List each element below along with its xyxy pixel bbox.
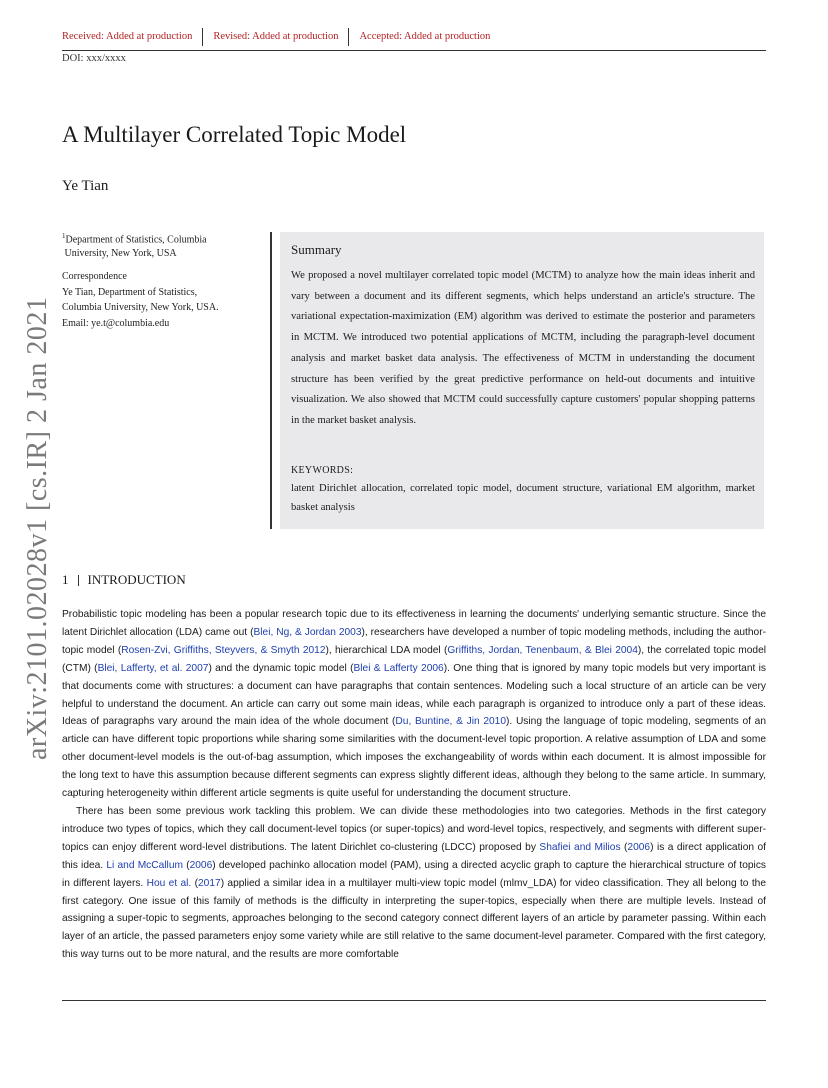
citation-link[interactable]: Shafiei and Milios [539,841,621,853]
correspondence-line: Ye Tian, Department of Statistics, [62,286,198,298]
citation-link[interactable]: Blei, Lafferty, et al. 2007 [97,662,209,674]
text-run: ) is a direct application of this idea. [62,841,766,871]
citation-link[interactable]: Blei, Ng, & Jordan 2003 [253,626,362,638]
accepted-date: Accepted: Added at production [359,31,491,42]
citation-link[interactable]: 2017 [198,877,221,889]
publication-dates-bar [62,31,766,51]
divider [202,28,203,46]
vertical-divider [270,232,272,529]
citation-link[interactable]: Du, Buntine, & Jin 2010 [395,716,507,728]
divider [78,575,79,586]
doi: DOI: xxx/xxxx [62,53,126,64]
citation-link[interactable]: 2006 [189,859,213,871]
citation-link[interactable]: Blei & Lafferty 2006 [353,662,444,674]
summary-title: Summary [291,242,342,257]
paper-title: A Multilayer Correlated Topic Model [62,122,407,147]
text-run: ) applied a similar idea in a multilayer multi-view topic model (mlmv_LDA) for video classification. They all belong to the first category. One issue of this family of methods is the difficulty in interpreting the super-topics, especially when there are multiple levels. Instead of assigning a super-topic to segments, approaches belonging to the second category connect different layers of an article by parameter passing. Within each layer of an article, the passed parameters enjoy some variety while are still relative to the same document-level parameter. Compared with the first category, this way turns out to be more natural, and the results are more comfortable [62,877,766,961]
arxiv-watermark: arXiv:2101.02028v1 [cs.IR] 2 Jan 2021 [22,296,53,760]
text-run: ), researchers have developed a number of topic modeling methods, including the author-topic model ( [62,626,766,656]
citation-link[interactable]: 2006 [627,841,651,853]
paragraph [62,803,766,964]
text-run: Probabilistic topic modeling has been a popular research topic due to its effectiveness in learning the documents' underlying semantic structure. Since the latent Dirichlet allocation (LDA) came out ( [62,609,766,638]
text-run: ), the correlated topic model (CTM) ( [62,644,767,674]
citation-link[interactable]: Rosen-Zvi, Griffiths, Steyvers, & Smyth 2012 [121,644,326,656]
section-title: INTRODUCTION [87,572,186,587]
citation-link[interactable]: Griffiths, Jordan, Tenenbaum, & Blei 2004 [447,644,638,656]
summary-box [280,232,764,529]
section-heading [62,572,186,588]
revised-date: Revised: Added at production [213,31,339,42]
text-run: ) and the dynamic topic model ( [208,662,354,674]
citation-link[interactable]: Li and McCallum [106,859,183,871]
text-run: ( [191,877,199,889]
text-run: ). One thing that is ignored by many topic models but very important is that documents come with structures: a document can have paragraphs that contain sentences. Modeling such a local structure of an article can be very helpful to understand the document. An article can carry out some main ideas, while each paragraph is organized to introduce only a part of these ideas. Ideas of paragraphs vary around the main idea of the whole document ( [62,662,766,728]
text-run: ), hierarchical LDA model ( [325,644,448,656]
affiliation [62,230,262,260]
text-run: ) developed pachinko allocation model (PAM), using a directed acyclic graph to capture the hierarchical structure of topics in different layers. [62,859,767,889]
correspondence-email: Email: ye.t@columbia.edu [62,317,170,329]
author-name: Ye Tian [62,178,109,194]
keywords-label: KEYWORDS: [291,465,354,476]
body-text [62,606,766,964]
correspondence-line: Columbia University, New York, USA. [62,302,219,313]
text-run: ( [182,859,190,871]
summary-text: We proposed a novel multilayer correlated topic model (MCTM) to analyze how the main ideas inherit and vary between a document and its different segments, which helps understand an article's structure. The variational expectation-maximization (EM) algorithm was derived to estimate the posterior and parameters in MCTM. We introduced two potential applications of MCTM, including the paragraph-level document analysis and market basket data analysis. The effectiveness of MCTM in understanding the document structure has been verified by the great predictive performance on held-out documents and intuitive visualization. We also showed that MCTM could successfully capture customers' popular shopping patterns in the market basket analysis. [291,270,755,426]
affiliation-line: University, New York, USA [64,247,177,259]
correspondence-label: Correspondence [62,271,127,282]
paragraph [62,606,766,803]
section-number: 1 [62,572,69,587]
footer-rule [62,1000,766,1001]
divider [348,28,349,46]
text-run: ). Using the language of topic modeling, segments of an article can have different topic proportions while sharing some similarities with the document-level topic proportion. A relative assumption of LDA and some other document-level models is the out-of-bag assumption, which imposes the exchangeability of words within each document. It is almost impossible for the long text to have this assumption because different segments can express slightly different ideas, although they belong to the same article. In summary, capturing heterogeneity within different article segments is quite useful for understanding the document structure. [62,716,766,800]
text-run: ( [620,841,628,853]
received-date: Received: Added at production [62,31,193,42]
citation-link[interactable]: Hou et al. [146,877,192,889]
keywords-text: latent Dirichlet allocation, correlated topic model, document structure, variational EM algorithm, market basket analysis [291,483,755,513]
correspondence [62,269,267,331]
text-run: There has been some previous work tackling this problem. We can divide these methodologies into two categories. Methods in the first category introduce two types of topics, which they call document-level topics (or super-topics) and word-level topics, respectively, and segments with different super-topics can enjoy different word-level distributions. The latent Dirichlet co-clustering (LDCC) proposed by [62,805,766,853]
affiliation-line: Department of Statistics, Columbia [65,234,207,246]
affiliation-marker: 1 [62,232,66,240]
